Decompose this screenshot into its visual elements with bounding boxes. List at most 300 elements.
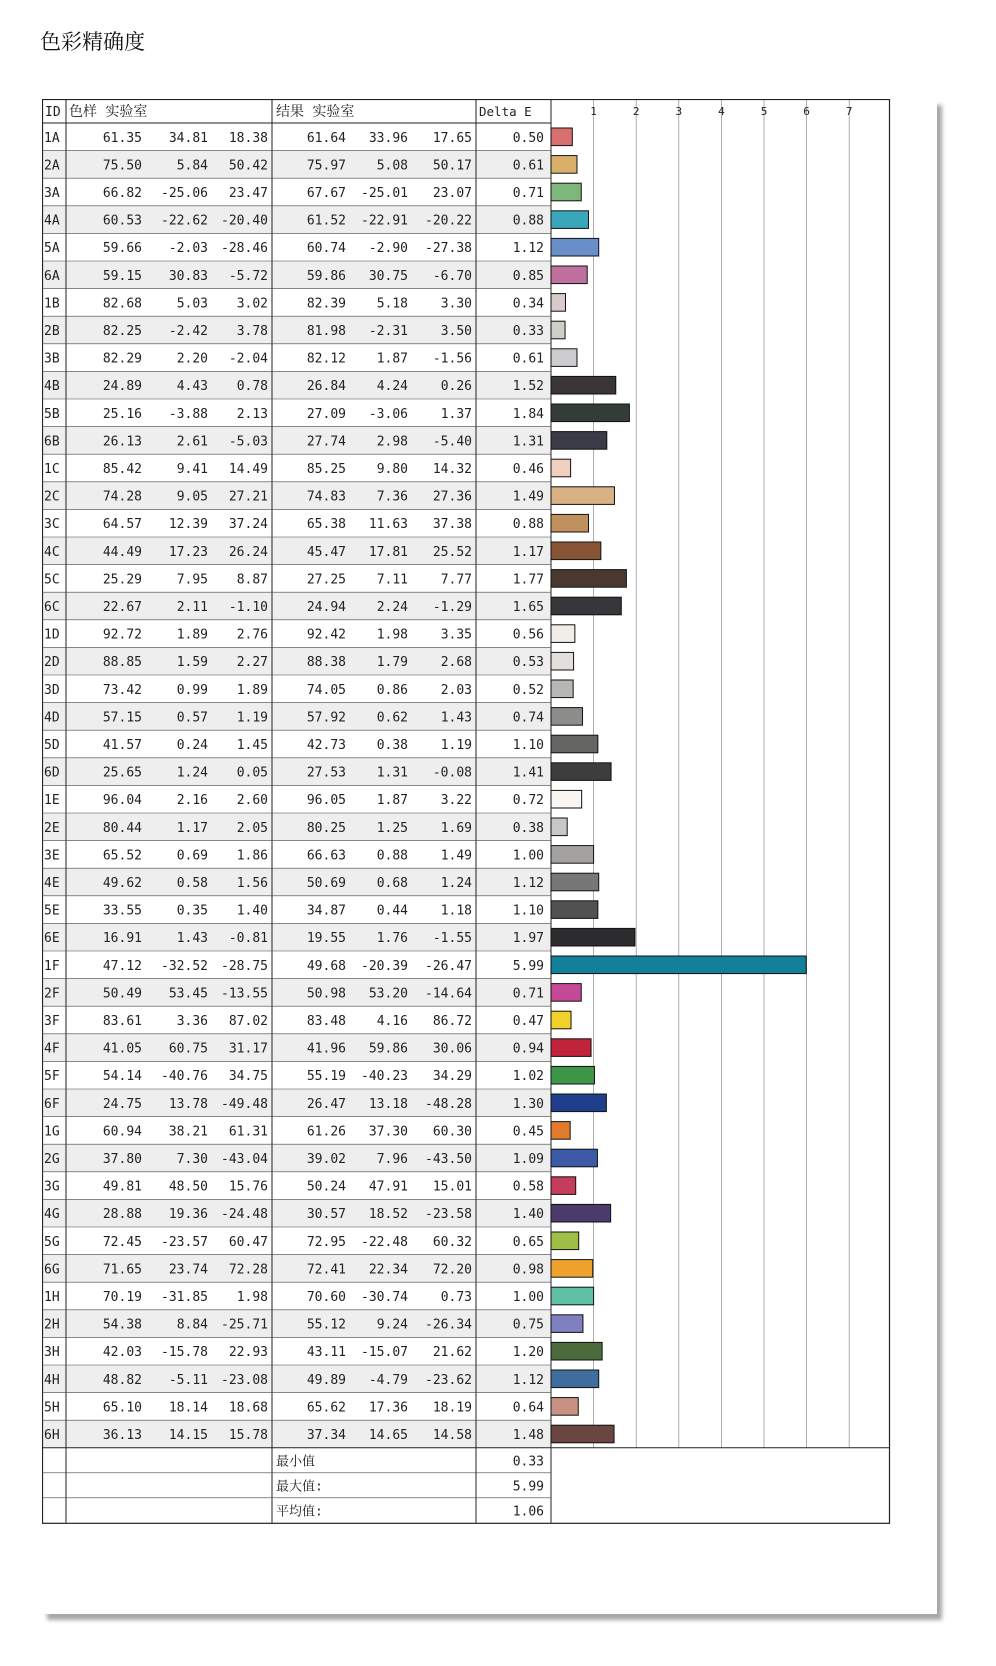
sample-lab-value: 65.10 xyxy=(102,1400,142,1416)
result-lab-value: -25.01 xyxy=(361,186,408,201)
result-lab-value: 50.98 xyxy=(306,986,346,1002)
result-lab-value: 27.36 xyxy=(432,489,472,505)
sample-lab-value: 0.57 xyxy=(176,710,208,726)
sample-lab-value: 57.15 xyxy=(102,710,142,726)
row-id: 3A xyxy=(44,186,60,201)
sample-lab-value: 2.05 xyxy=(236,820,268,836)
sample-lab-value: -40.76 xyxy=(161,1069,208,1085)
row-id: 2B xyxy=(44,324,60,339)
delta-e-bar xyxy=(551,570,626,588)
sample-lab-value: 2.16 xyxy=(176,793,208,809)
result-lab-value: 72.41 xyxy=(306,1262,346,1278)
sample-lab-value: 85.42 xyxy=(102,462,142,477)
row-id: 4C xyxy=(44,544,60,560)
delta-e-bar xyxy=(551,652,574,670)
delta-e-bar xyxy=(551,873,599,891)
result-lab-value: 1.19 xyxy=(440,738,472,753)
sample-lab-value: 23.74 xyxy=(168,1262,208,1278)
result-lab-value: 61.52 xyxy=(306,213,346,229)
result-lab-value: 65.62 xyxy=(306,1400,346,1416)
result-lab-value: 60.30 xyxy=(432,1124,472,1140)
result-lab-value: 4.24 xyxy=(376,379,408,395)
sample-lab-value: -0.81 xyxy=(228,931,268,947)
axis-tick-label: 3 xyxy=(675,105,683,118)
sample-lab-value: -5.03 xyxy=(228,434,268,450)
result-lab-value: 1.25 xyxy=(376,820,408,836)
row-id: 2E xyxy=(44,820,60,836)
result-lab-value: -1.29 xyxy=(432,600,472,615)
row-id: 5G xyxy=(44,1234,60,1250)
delta-e-value: 1.20 xyxy=(512,1345,544,1361)
result-lab-value: 0.44 xyxy=(376,903,408,919)
delta-e-value: 0.85 xyxy=(512,268,544,284)
row-id: 2H xyxy=(44,1317,60,1333)
sample-lab-value: 92.72 xyxy=(102,627,142,643)
result-lab-value: 30.75 xyxy=(368,268,408,284)
result-lab-value: 14.32 xyxy=(432,462,472,477)
sample-lab-value: 82.25 xyxy=(102,324,142,339)
sample-lab-value: 47.12 xyxy=(102,958,142,974)
result-lab-value: 33.96 xyxy=(368,130,408,146)
sample-lab-value: 80.44 xyxy=(102,820,142,836)
result-lab-value: 49.89 xyxy=(306,1372,346,1388)
sample-lab-value: -28.46 xyxy=(221,241,268,257)
sample-lab-value: -15.78 xyxy=(161,1345,208,1361)
result-lab-value: 61.26 xyxy=(306,1124,346,1140)
result-lab-value: 72.20 xyxy=(432,1262,472,1278)
row-id: 4G xyxy=(44,1207,60,1223)
delta-e-value: 1.02 xyxy=(512,1069,544,1085)
row-id: 6C xyxy=(44,600,60,615)
sample-lab-value: 24.75 xyxy=(102,1096,142,1112)
result-lab-value: -6.70 xyxy=(432,268,472,284)
summary-label: 平均值: xyxy=(276,1504,323,1520)
delta-e-value: 0.47 xyxy=(512,1014,544,1029)
result-lab-value: -14.64 xyxy=(425,986,472,1002)
result-lab-value: 0.68 xyxy=(376,876,408,891)
sample-lab-value: 5.84 xyxy=(176,158,208,174)
delta-e-value: 0.33 xyxy=(512,324,544,339)
result-lab-value: -23.58 xyxy=(425,1207,472,1223)
delta-e-bar xyxy=(551,1149,597,1167)
color-accuracy-table xyxy=(42,99,892,1614)
sample-lab-value: 30.83 xyxy=(168,268,208,284)
delta-e-bar xyxy=(551,1204,611,1222)
sample-lab-value: 61.35 xyxy=(102,130,142,146)
sample-lab-value: 16.91 xyxy=(102,931,142,947)
sample-lab-value: 28.88 xyxy=(102,1207,142,1223)
result-lab-value: 86.72 xyxy=(432,1014,472,1029)
sample-lab-value: 14.49 xyxy=(228,462,268,477)
delta-e-bar xyxy=(551,128,572,146)
delta-e-value: 1.12 xyxy=(512,876,544,891)
delta-e-bar xyxy=(551,1122,570,1140)
sample-lab-value: -43.04 xyxy=(221,1152,268,1167)
delta-e-value: 1.31 xyxy=(512,434,544,450)
delta-e-bar xyxy=(551,1177,576,1195)
delta-e-value: 0.71 xyxy=(512,186,544,201)
delta-e-value: 0.98 xyxy=(512,1262,544,1278)
sample-lab-value: 7.30 xyxy=(176,1152,208,1167)
result-lab-value: 15.01 xyxy=(432,1179,472,1195)
axis-tick-label: 2 xyxy=(632,105,640,118)
delta-e-value: 0.64 xyxy=(512,1400,544,1416)
result-lab-value: 26.47 xyxy=(306,1096,346,1112)
delta-e-bar xyxy=(551,1066,594,1084)
header-result: 结果 实验室 xyxy=(276,104,355,120)
sample-lab-value: 64.57 xyxy=(102,517,142,533)
result-lab-value: 74.05 xyxy=(306,682,346,698)
result-lab-value: 1.87 xyxy=(376,351,408,367)
sample-lab-value: 31.17 xyxy=(228,1041,268,1057)
result-lab-value: 55.19 xyxy=(306,1069,346,1085)
row-id: 1C xyxy=(44,462,60,477)
sample-lab-value: -22.62 xyxy=(161,213,208,229)
axis-tick-label: 6 xyxy=(803,105,810,118)
delta-e-value: 1.52 xyxy=(512,379,544,395)
result-lab-value: 1.49 xyxy=(440,848,472,864)
delta-e-bar xyxy=(551,735,598,753)
row-id: 2G xyxy=(44,1152,60,1167)
sample-lab-value: 74.28 xyxy=(102,489,142,505)
sample-lab-value: 1.89 xyxy=(176,627,208,643)
result-lab-value: -27.38 xyxy=(425,241,472,257)
result-lab-value: 1.18 xyxy=(440,903,472,919)
delta-e-bar xyxy=(551,294,565,312)
result-lab-value: 17.36 xyxy=(368,1400,408,1416)
row-id: 5E xyxy=(44,903,60,919)
delta-e-bar xyxy=(551,984,581,1002)
row-id: 1D xyxy=(44,627,60,643)
sample-lab-value: 1.59 xyxy=(176,655,208,671)
sample-lab-value: -28.75 xyxy=(221,958,268,974)
sample-lab-value: 49.81 xyxy=(102,1179,142,1195)
sample-lab-value: 9.05 xyxy=(176,489,208,505)
delta-e-bar xyxy=(551,680,573,698)
row-id: 5B xyxy=(44,406,60,422)
sample-lab-value: 1.40 xyxy=(236,903,268,919)
delta-e-bar xyxy=(551,238,599,256)
result-lab-value: 45.47 xyxy=(306,544,346,560)
delta-e-bar xyxy=(551,901,598,919)
sample-lab-value: 41.05 xyxy=(102,1041,142,1057)
axis-tick-label: 1 xyxy=(590,105,597,118)
sample-lab-value: -5.72 xyxy=(228,268,268,284)
sample-lab-value: 19.36 xyxy=(168,1207,208,1223)
sample-lab-value: 38.21 xyxy=(168,1124,208,1140)
delta-e-value: 0.75 xyxy=(512,1317,544,1333)
summary-label: 最大值: xyxy=(276,1479,323,1495)
sample-lab-value: -23.08 xyxy=(221,1372,268,1388)
delta-e-bar xyxy=(551,1232,579,1250)
sample-lab-value: 34.75 xyxy=(228,1069,268,1085)
sample-lab-value: -32.52 xyxy=(161,958,208,974)
result-lab-value: 1.24 xyxy=(440,876,472,891)
result-lab-value: 30.57 xyxy=(306,1207,346,1223)
row-id: 1A xyxy=(44,130,60,146)
summary-label: 最小值 xyxy=(276,1454,316,1470)
delta-e-bar xyxy=(551,156,577,174)
sample-lab-value: 1.89 xyxy=(236,682,268,698)
sample-lab-value: 24.89 xyxy=(102,379,142,395)
result-lab-value: -23.62 xyxy=(425,1372,472,1388)
summary-value: 1.06 xyxy=(512,1504,544,1520)
sample-lab-value: 13.78 xyxy=(168,1096,208,1112)
result-lab-value: 37.30 xyxy=(368,1124,408,1140)
sample-lab-value: 0.58 xyxy=(176,876,208,891)
sample-lab-value: 0.69 xyxy=(176,848,208,864)
sample-lab-value: 25.29 xyxy=(102,572,142,588)
sample-lab-value: 83.61 xyxy=(102,1014,142,1029)
result-lab-value: 96.05 xyxy=(306,793,346,809)
sample-lab-value: 0.99 xyxy=(176,682,208,698)
result-lab-value: 7.36 xyxy=(376,489,408,505)
row-id: 4D xyxy=(44,710,60,726)
sample-lab-value: -31.85 xyxy=(161,1290,208,1305)
row-id: 6D xyxy=(44,765,60,781)
sample-lab-value: -49.48 xyxy=(221,1096,268,1112)
result-lab-value: 2.03 xyxy=(440,682,472,698)
delta-e-value: 0.61 xyxy=(512,158,544,174)
result-lab-value: -2.90 xyxy=(368,241,408,257)
row-id: 5A xyxy=(44,241,60,257)
result-lab-value: 83.48 xyxy=(306,1014,346,1029)
result-lab-value: 74.83 xyxy=(306,489,346,505)
result-lab-value: 22.34 xyxy=(368,1262,408,1278)
header-delta: Delta E xyxy=(479,104,532,119)
delta-e-value: 5.99 xyxy=(512,958,544,974)
result-lab-value: 4.16 xyxy=(376,1014,408,1029)
result-lab-value: 50.17 xyxy=(432,158,472,174)
result-lab-value: 9.24 xyxy=(376,1317,408,1333)
sample-lab-value: -2.42 xyxy=(168,324,208,339)
row-id: 4F xyxy=(44,1041,60,1057)
sample-lab-value: 60.53 xyxy=(102,213,142,229)
sample-lab-value: 17.23 xyxy=(168,544,208,560)
sample-lab-value: 49.62 xyxy=(102,876,142,891)
result-lab-value: 2.24 xyxy=(376,600,408,615)
delta-e-value: 1.10 xyxy=(512,903,544,919)
sample-lab-value: 22.93 xyxy=(228,1345,268,1361)
row-id: 2A xyxy=(44,158,60,174)
delta-e-value: 0.71 xyxy=(512,986,544,1002)
sample-lab-value: 7.95 xyxy=(176,572,208,588)
sample-lab-value: 88.85 xyxy=(102,655,142,671)
row-id: 4E xyxy=(44,876,60,891)
row-id: 1G xyxy=(44,1124,60,1140)
result-lab-value: 27.74 xyxy=(306,434,346,450)
result-lab-value: 27.53 xyxy=(306,765,346,781)
result-lab-value: 0.62 xyxy=(376,710,408,726)
delta-e-value: 1.17 xyxy=(512,544,544,560)
row-id: 6G xyxy=(44,1262,60,1278)
sample-lab-value: 9.41 xyxy=(176,462,208,477)
result-lab-value: 37.38 xyxy=(432,517,472,533)
sample-lab-value: 2.20 xyxy=(176,351,208,367)
result-lab-value: 3.30 xyxy=(440,296,472,312)
sample-lab-value: 87.02 xyxy=(228,1014,268,1029)
sample-lab-value: 1.43 xyxy=(176,931,208,947)
sample-lab-value: 71.65 xyxy=(102,1262,142,1278)
page-title: 色彩精确度 xyxy=(40,30,145,54)
sample-lab-value: 1.24 xyxy=(176,765,208,781)
delta-e-bar xyxy=(551,266,587,284)
result-lab-value: -20.39 xyxy=(361,958,408,974)
result-lab-value: 1.98 xyxy=(376,627,408,643)
delta-e-value: 0.88 xyxy=(512,213,544,229)
result-lab-value: -30.74 xyxy=(361,1290,408,1305)
sample-lab-value: 23.47 xyxy=(228,186,268,201)
delta-e-bar xyxy=(551,956,806,974)
sample-lab-value: 1.98 xyxy=(236,1290,268,1305)
result-lab-value: 3.35 xyxy=(440,627,472,643)
row-id: 6H xyxy=(44,1428,60,1443)
delta-e-value: 0.38 xyxy=(512,820,544,836)
delta-e-value: 1.41 xyxy=(512,765,544,781)
result-lab-value: 26.84 xyxy=(306,379,346,395)
result-lab-value: 81.98 xyxy=(306,324,346,339)
delta-e-value: 0.88 xyxy=(512,517,544,533)
delta-e-value: 1.40 xyxy=(512,1207,544,1223)
delta-e-value: 1.97 xyxy=(512,931,544,947)
row-id: 3F xyxy=(44,1014,60,1029)
delta-e-bar xyxy=(551,459,571,477)
row-id: 1H xyxy=(44,1290,60,1305)
result-lab-value: 59.86 xyxy=(306,268,346,284)
result-lab-value: 13.18 xyxy=(368,1096,408,1112)
result-lab-value: -43.50 xyxy=(425,1152,472,1167)
delta-e-value: 1.10 xyxy=(512,738,544,753)
result-lab-value: 1.69 xyxy=(440,820,472,836)
delta-e-value: 0.61 xyxy=(512,351,544,367)
result-lab-value: -20.22 xyxy=(425,213,472,229)
delta-e-bar xyxy=(551,183,581,201)
result-lab-value: 50.69 xyxy=(306,876,346,891)
row-id: 1F xyxy=(44,958,60,974)
sample-lab-value: 4.43 xyxy=(176,379,208,395)
sample-lab-value: -1.10 xyxy=(228,600,268,615)
sample-lab-value: 50.42 xyxy=(228,158,268,174)
delta-e-value: 0.94 xyxy=(512,1041,544,1057)
delta-e-bar xyxy=(551,818,567,836)
row-id: 6E xyxy=(44,931,60,947)
result-lab-value: 5.08 xyxy=(376,158,408,174)
delta-e-value: 0.34 xyxy=(512,296,544,312)
result-lab-value: 30.06 xyxy=(432,1041,472,1057)
delta-e-value: 1.12 xyxy=(512,1372,544,1388)
result-lab-value: 70.60 xyxy=(306,1290,346,1305)
delta-e-value: 0.50 xyxy=(512,130,544,146)
sample-lab-value: 18.38 xyxy=(228,130,268,146)
sample-lab-value: 0.35 xyxy=(176,903,208,919)
row-id: 3D xyxy=(44,682,60,698)
delta-e-bar xyxy=(551,514,588,532)
row-id: 4B xyxy=(44,379,60,395)
sample-lab-value: 66.82 xyxy=(102,186,142,201)
axis-tick-label: 7 xyxy=(845,105,853,118)
result-lab-value: 80.25 xyxy=(306,820,346,836)
sample-lab-value: 1.56 xyxy=(236,876,268,891)
row-id: 5D xyxy=(44,738,60,753)
result-lab-value: 7.96 xyxy=(376,1152,408,1167)
sample-lab-value: 18.68 xyxy=(228,1400,268,1416)
delta-e-value: 0.72 xyxy=(512,793,544,809)
delta-e-bar xyxy=(551,1094,606,1112)
result-lab-value: 1.37 xyxy=(440,406,472,422)
row-id: 1B xyxy=(44,296,60,312)
sample-lab-value: 3.02 xyxy=(236,296,268,312)
result-lab-value: 21.62 xyxy=(432,1345,472,1361)
result-lab-value: 85.25 xyxy=(306,462,346,477)
row-id: 2C xyxy=(44,489,60,505)
result-lab-value: 0.86 xyxy=(376,682,408,698)
sample-lab-value: 61.31 xyxy=(228,1124,268,1140)
delta-e-bar xyxy=(551,432,607,450)
sample-lab-value: -25.71 xyxy=(221,1317,268,1333)
delta-e-value: 1.00 xyxy=(512,848,544,864)
result-lab-value: 1.76 xyxy=(376,931,408,947)
sample-lab-value: 41.57 xyxy=(102,738,142,753)
sample-lab-value: 1.17 xyxy=(176,820,208,836)
sample-lab-value: 27.21 xyxy=(228,489,268,505)
summary-value: 0.33 xyxy=(512,1454,544,1470)
result-lab-value: 17.81 xyxy=(368,544,408,560)
result-lab-value: 7.77 xyxy=(440,572,472,588)
sample-lab-value: 0.05 xyxy=(236,765,268,781)
row-id: 3B xyxy=(44,351,60,367)
result-lab-value: 1.43 xyxy=(440,710,472,726)
delta-e-bar xyxy=(551,625,575,643)
result-lab-value: 25.52 xyxy=(432,544,472,560)
result-lab-value: 27.25 xyxy=(306,572,346,588)
result-lab-value: 60.74 xyxy=(306,241,346,257)
row-id: 3H xyxy=(44,1345,60,1361)
result-lab-value: 23.07 xyxy=(432,186,472,201)
result-lab-value: 9.80 xyxy=(376,462,408,477)
sample-lab-value: -3.88 xyxy=(168,406,208,422)
result-lab-value: 14.58 xyxy=(432,1428,472,1443)
result-lab-value: 42.73 xyxy=(306,738,346,753)
result-lab-value: -15.07 xyxy=(361,1345,408,1361)
delta-e-value: 0.53 xyxy=(512,655,544,671)
delta-e-bar xyxy=(551,487,614,505)
sample-lab-value: 2.60 xyxy=(236,793,268,809)
result-lab-value: -5.40 xyxy=(432,434,472,450)
sample-lab-value: 0.78 xyxy=(236,379,268,395)
sample-lab-value: 22.67 xyxy=(102,600,142,615)
delta-e-bar xyxy=(551,1342,602,1360)
result-lab-value: 14.65 xyxy=(368,1428,408,1443)
sample-lab-value: 0.24 xyxy=(176,738,208,753)
sample-lab-value: 2.27 xyxy=(236,655,268,671)
axis-tick-label: 4 xyxy=(718,105,725,118)
result-lab-value: -26.34 xyxy=(425,1317,472,1333)
sample-lab-value: 26.24 xyxy=(228,544,268,560)
row-id: 2D xyxy=(44,655,60,671)
result-lab-value: 53.20 xyxy=(368,986,408,1002)
axis-tick-label: 5 xyxy=(760,105,768,118)
delta-e-value: 1.49 xyxy=(512,489,544,505)
delta-e-value: 1.12 xyxy=(512,241,544,257)
row-id: 6F xyxy=(44,1096,60,1112)
sample-lab-value: 15.78 xyxy=(228,1428,268,1443)
result-lab-value: -26.47 xyxy=(425,958,472,974)
result-lab-value: 2.68 xyxy=(440,655,472,671)
result-lab-value: -1.56 xyxy=(432,351,472,367)
sample-lab-value: 15.76 xyxy=(228,1179,268,1195)
sample-lab-value: 1.86 xyxy=(236,848,268,864)
delta-e-bar xyxy=(551,1011,571,1029)
